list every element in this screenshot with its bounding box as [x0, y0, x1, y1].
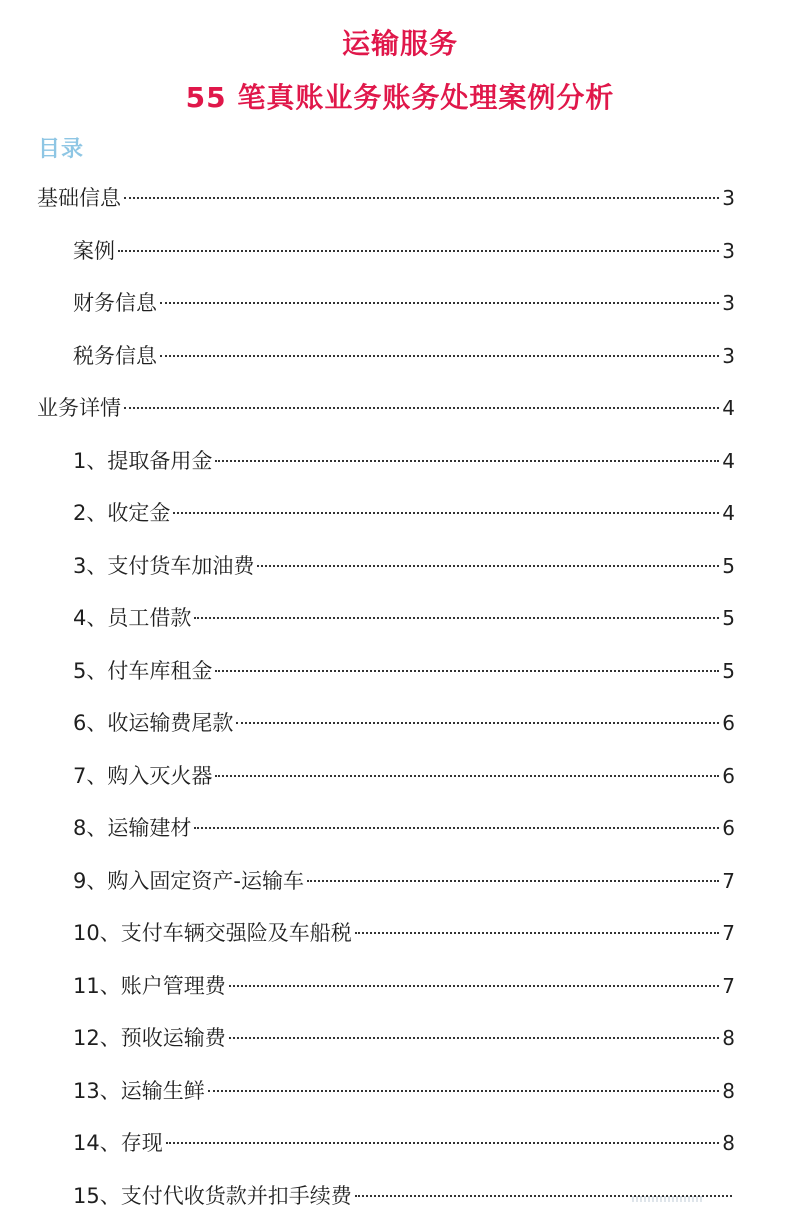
toc-entry[interactable]: [73, 1117, 735, 1170]
toc-dot-leader: [166, 1142, 720, 1144]
toc-dot-leader: [215, 460, 719, 462]
toc-page-number: 3: [722, 172, 735, 225]
toc-page-number: 6: [722, 802, 735, 855]
toc-page-number: 5: [722, 540, 735, 593]
toc-page-number: 8: [722, 1117, 735, 1170]
toc-entry[interactable]: [73, 435, 735, 488]
toc-heading: 目录: [38, 132, 84, 163]
toc-dot-leader: [124, 197, 719, 199]
document-subtitle: 55 笔真账业务账务处理案例分析: [0, 76, 800, 116]
toc-dot-leader: [124, 407, 719, 409]
toc-dot-leader: [160, 302, 719, 304]
toc-dot-leader: [160, 355, 719, 357]
toc-dot-leader: [229, 1037, 720, 1039]
toc-entry-title: 4、员工借款: [73, 592, 191, 645]
toc-entry[interactable]: [73, 487, 735, 540]
toc-page-number: 8: [722, 1012, 735, 1065]
toc-entry[interactable]: [73, 330, 735, 383]
toc-entry[interactable]: [73, 855, 735, 908]
toc-dot-leader: [194, 617, 719, 619]
toc-page-number: 6: [722, 750, 735, 803]
toc-dot-leader: [194, 827, 719, 829]
toc-entry-title: 5、付车库租金: [73, 645, 212, 698]
toc-page-number: 6: [722, 697, 735, 750]
table-of-contents: [0, 172, 800, 1222]
toc-dot-leader: [257, 565, 719, 567]
toc-entry-title: 基础信息: [37, 172, 121, 225]
toc-dot-leader: [236, 722, 719, 724]
toc-page-number: 8: [722, 1065, 735, 1118]
toc-entry[interactable]: [73, 750, 735, 803]
toc-entry[interactable]: [73, 540, 735, 593]
toc-entry-title: 11、账户管理费: [73, 960, 226, 1013]
toc-page-number: 7: [722, 907, 735, 960]
toc-page-number: 5: [722, 645, 735, 698]
toc-page-number: 3: [722, 225, 735, 278]
watermark-mark: [632, 1196, 704, 1202]
toc-dot-leader: [173, 512, 719, 514]
toc-page-number: 3: [722, 277, 735, 330]
toc-entry[interactable]: [73, 1012, 735, 1065]
toc-entry[interactable]: [73, 592, 735, 645]
toc-entry[interactable]: [73, 802, 735, 855]
toc-entry-title: 2、收定金: [73, 487, 170, 540]
toc-dot-leader: [208, 1090, 720, 1092]
toc-entry-title: 1、提取备用金: [73, 435, 212, 488]
toc-entry[interactable]: [73, 907, 735, 960]
toc-entry[interactable]: [73, 697, 735, 750]
toc-dot-leader: [229, 985, 720, 987]
toc-page-number: 3: [722, 330, 735, 383]
toc-entry-title: 7、购入灭火器: [73, 750, 212, 803]
toc-page-number: 7: [722, 960, 735, 1013]
toc-entry[interactable]: [73, 1065, 735, 1118]
toc-entry-title: 案例: [73, 225, 115, 278]
toc-entry[interactable]: [73, 645, 735, 698]
toc-entry-title: 15、支付代收货款并扣手续费: [73, 1170, 352, 1222]
toc-entry-title: 9、购入固定资产-运输车: [73, 855, 304, 908]
toc-entry-title: 12、预收运输费: [73, 1012, 226, 1065]
toc-entry[interactable]: [73, 277, 735, 330]
toc-page-number: 7: [722, 855, 735, 908]
toc-dot-leader: [118, 250, 719, 252]
toc-entry-title: 财务信息: [73, 277, 157, 330]
toc-entry[interactable]: [73, 960, 735, 1013]
toc-entry-title: 税务信息: [73, 330, 157, 383]
toc-dot-leader: [355, 932, 720, 934]
toc-dot-leader: [215, 670, 719, 672]
toc-page-number: 5: [722, 592, 735, 645]
toc-page-number: 4: [722, 435, 735, 488]
toc-entry-title: 14、存现: [73, 1117, 163, 1170]
toc-page-number: 4: [722, 487, 735, 540]
toc-entry[interactable]: [73, 225, 735, 278]
toc-entry-title: 13、运输生鲜: [73, 1065, 205, 1118]
toc-entry-title: 10、支付车辆交强险及车船税: [73, 907, 352, 960]
document-title: 运输服务: [0, 22, 800, 62]
toc-page-number: 4: [722, 382, 735, 435]
toc-entry-title: 3、支付货车加油费: [73, 540, 254, 593]
toc-entry-title: 8、运输建材: [73, 802, 191, 855]
toc-entry-title: 6、收运输费尾款: [73, 697, 233, 750]
toc-section-entry[interactable]: [37, 172, 735, 225]
toc-section-entry[interactable]: [37, 382, 735, 435]
toc-dot-leader: [215, 775, 719, 777]
toc-dot-leader: [307, 880, 719, 882]
toc-entry-title: 业务详情: [37, 382, 121, 435]
